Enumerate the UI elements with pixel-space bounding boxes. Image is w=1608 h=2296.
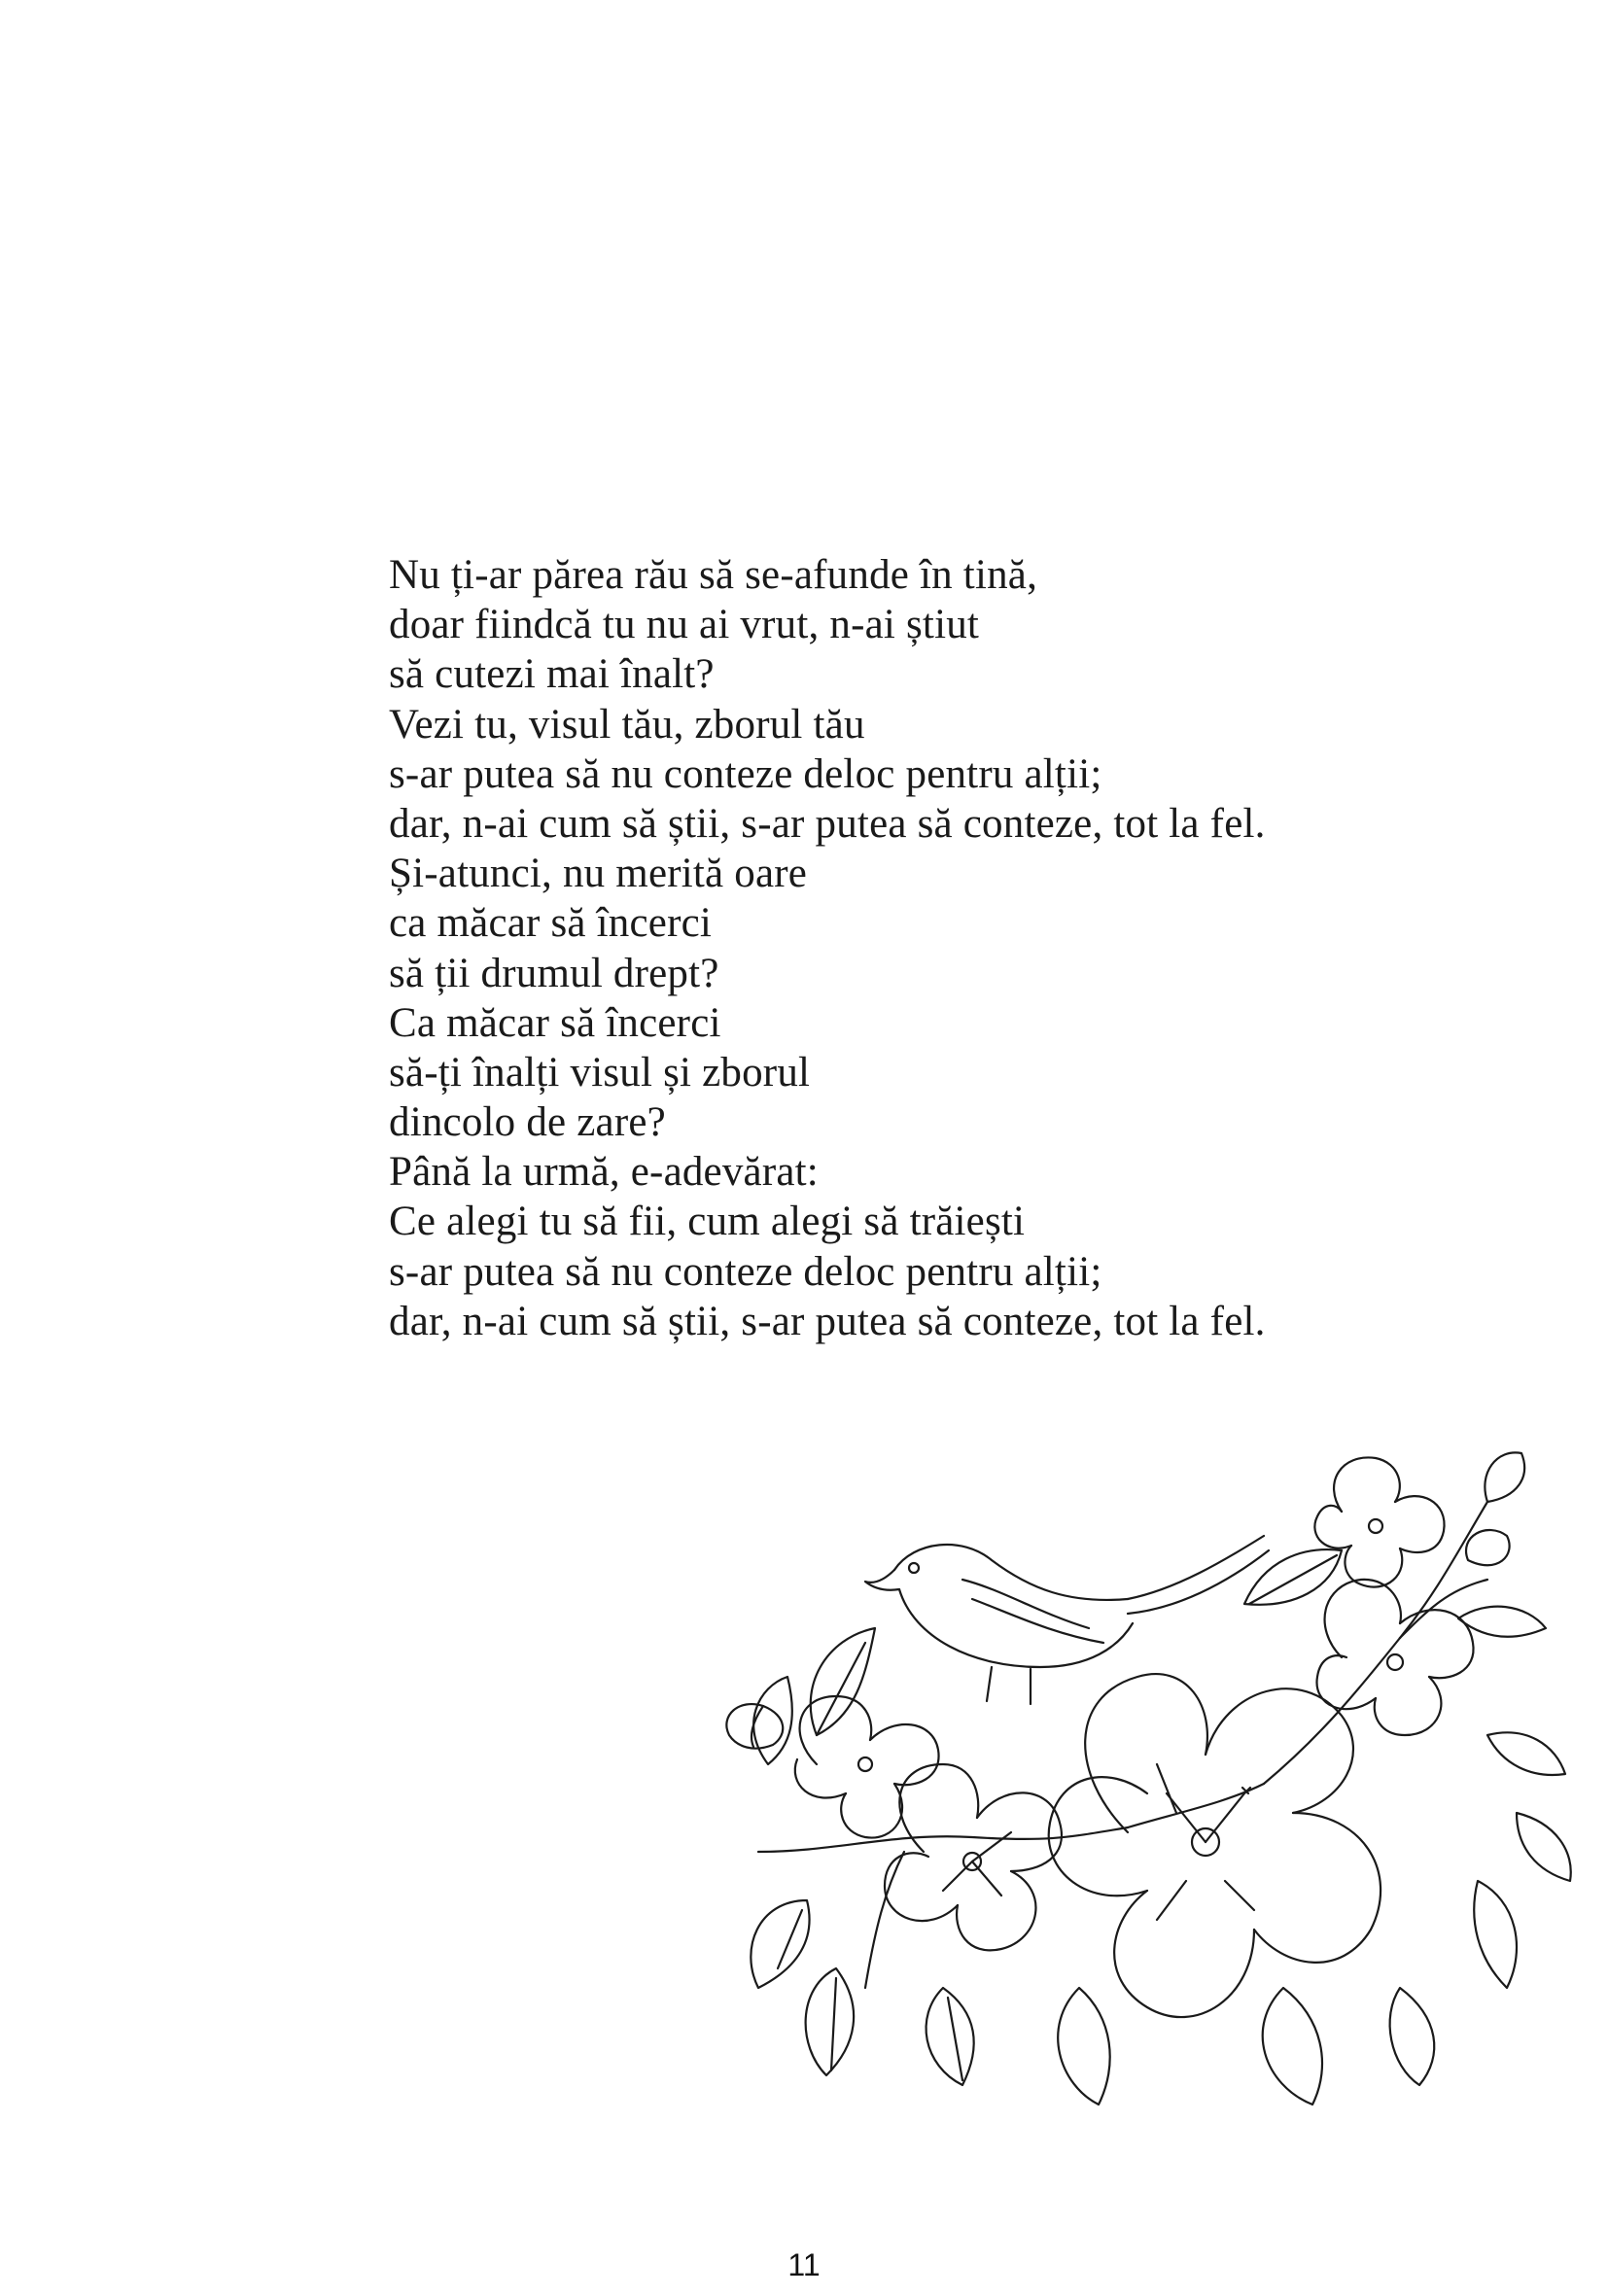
poem-line: să ții drumul drept? [389,950,719,996]
poem-line: Până la urmă, e-adevărat: [389,1149,819,1196]
poem-line: dincolo de zare? [389,1099,666,1146]
poem-line: Ca măcar să încerci [389,999,721,1046]
hibiscus-flower-small [795,1696,939,1838]
poem-line: Vezi tu, visul tău, zborul tău [389,701,865,748]
hibiscus-flower-left [885,1764,1062,1950]
poem [389,550,1361,1346]
poem-line: Nu ți-ar părea rău să se-afunde în tină, [389,552,1038,598]
page-number: 11 [787,2247,821,2282]
poem-line: dar, n-ai cum să știi, s-ar putea să conteze, tot la fel. [389,1298,1266,1344]
hibiscus-flower-large [1049,1674,1381,2017]
hibiscus-and-bird-illustration [719,1444,1594,2134]
poem-line: să cutezi mai înalt? [389,651,715,698]
poem-line: s-ar putea să nu conteze deloc pentru alții; [389,750,1102,797]
poem-line: doar fiindcă tu nu ai vrut, n-ai știut [389,602,980,648]
bird-icon [865,1536,1269,1704]
poem-line: Și-atunci, nu merită oare [389,851,808,897]
leaf-shapes [751,1549,1570,2105]
poem-line: Ce alegi tu să fii, cum alegi să trăiești [389,1199,1026,1245]
poem-line: dar, n-ai cum să știi, s-ar putea să conteze, tot la fel. [389,800,1266,847]
hibiscus-flower-right [1317,1580,1474,1735]
poem-line: să-ți înalți visul și zborul [389,1049,811,1096]
stem-lines [758,1502,1487,1988]
poem-line: s-ar putea să nu conteze deloc pentru alții; [389,1248,1102,1295]
hibiscus-flower-top [1314,1452,1524,1586]
poem-line: ca măcar să încerci [389,900,713,947]
